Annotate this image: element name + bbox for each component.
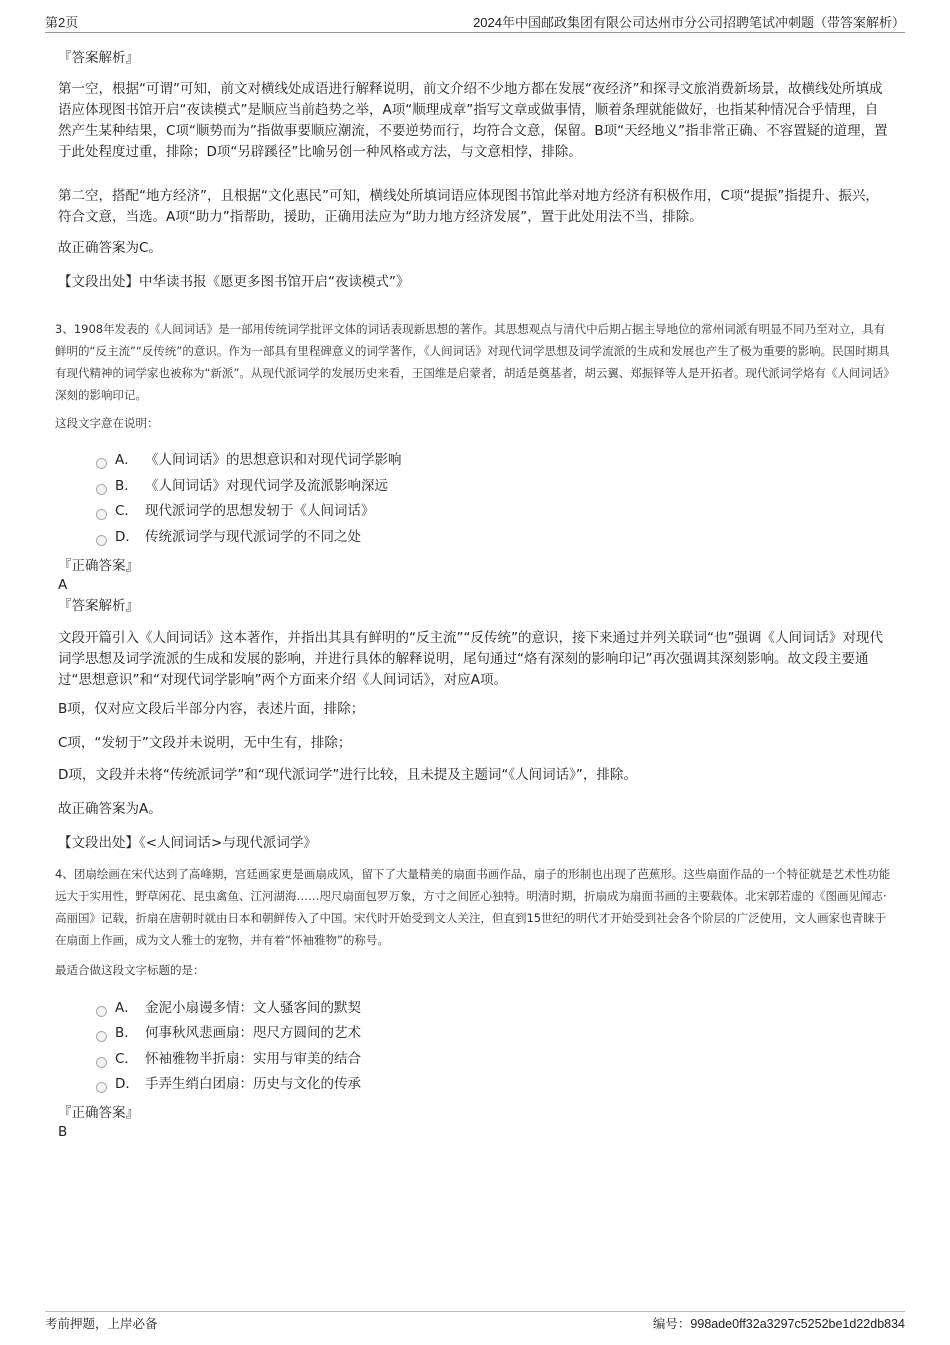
- option-text: 怀袖雅物半折扇：实用与审美的结合: [145, 1051, 361, 1067]
- option-letter: C．: [115, 1051, 138, 1067]
- question-prompt: 最适合做这段文字标题的是：: [55, 963, 205, 977]
- question-prompt: 这段文字意在说明：: [55, 416, 159, 430]
- page-number: 第2页: [45, 15, 79, 30]
- document-title: 2024年中国邮政集团有限公司达州市分公司招聘笔试冲刺题（带答案解析）: [473, 15, 905, 30]
- option-letter: C．: [115, 503, 138, 519]
- option-text: 传统派词学与现代派词学的不同之处: [145, 529, 361, 545]
- analysis-paragraph: 第一空，根据“可谓”可知，前文对横线处成语进行解释说明，前文介绍不少地方都在发展“夜经济”和探寻文旅消费新场景，故横线处所填成语应体现图书馆开启“夜读模式”是顺应当前趋势之举，A项“顺理成章”指写文章或做事情，顺着条理就能做好，也指某种情况合乎情理，自然产生某种结果，C项“顺势而为”指做事要顺应潮流，不要逆势而行，均符合文意，保留。B项“天经地义”指非常正确、不容置疑的道理，置于此处程度过重，排除；D项“另辟蹊径”比喻另创一种风格或方法，与文意相悖，排除。: [58, 81, 888, 160]
- option-letter: D．: [115, 1076, 139, 1092]
- option-text: 手弄生绡白团扇：历史与文化的传承: [145, 1076, 361, 1092]
- source-citation: 【文段出处】《<人间词话>与现代派词学》: [58, 835, 317, 851]
- answer-label: 『正确答案』: [58, 558, 139, 574]
- question-text: 3、1908年发表的《人间词话》是一部用传统词学批评文体的词话表现新思想的著作。其思想观点与清代中后期占据主导地位的常州词派有明显不同乃至对立，具有鲜明的“反主流”“反传统”的意识。作为一部具有里程碑意义的词学著作，《人间词话》对现代词学思想及词学流派的生成和发展也产生了极为重要的影响。民国时期具有现代精神的词学家也被称为“新派”。从现代派词学的发展历史来看，王国维是启蒙者，胡适是奠基者，胡云翼、郑振铎等人是开拓者。现代派词学烙有《人间词话》深刻的影响印记。: [55, 322, 895, 402]
- option-letter: D．: [115, 529, 139, 545]
- radio-button[interactable]: [96, 1082, 107, 1093]
- answer-value: A: [58, 577, 68, 593]
- footer-divider: [45, 1311, 905, 1312]
- analysis-label: 『答案解析』: [58, 50, 139, 66]
- analysis-paragraph: 文段开篇引入《人间词话》这本著作，并指出其具有鲜明的“反主流”“反传统”的意识，接下来通过并列关联词“也”强调《人间词话》对现代词学思想及词学流派的生成和发展的影响，并进行具体的解释说明，尾句通过“烙有深刻的影响印记”再次强调其深刻影响。故文段主要通过“思想意识”和“对现代词学影响”两个方面来介绍《人间词话》，对应A项。: [58, 630, 883, 688]
- analysis-paragraph: C项，“发轫于”文段并未说明，无中生有，排除；: [58, 735, 352, 751]
- option-b[interactable]: [96, 1022, 361, 1044]
- header-divider: [45, 32, 905, 33]
- option-letter: A．: [115, 1000, 138, 1016]
- option-b[interactable]: [96, 475, 388, 497]
- option-text: 现代派词学的思想发轫于《人间词话》: [145, 503, 375, 519]
- analysis-paragraph: B项，仅对应文段后半部分内容，表述片面，排除；: [58, 701, 365, 717]
- document-id: 编号：998ade0ff32a3297c5252be1d22db834: [652, 1317, 905, 1331]
- option-d[interactable]: [96, 526, 361, 548]
- radio-button[interactable]: [96, 1031, 107, 1042]
- radio-button[interactable]: [96, 458, 107, 469]
- option-a[interactable]: [96, 449, 402, 471]
- answer-value: B: [58, 1124, 68, 1140]
- footer-slogan: 考前押题，上岸必备: [45, 1317, 158, 1331]
- option-text: 《人间词话》对现代词学及流派影响深远: [145, 478, 388, 494]
- option-c[interactable]: [96, 500, 375, 522]
- option-letter: B．: [115, 1025, 138, 1041]
- answer-label: 『正确答案』: [58, 1105, 139, 1121]
- analysis-paragraph: 第二空，搭配“地方经济”，且根据“文化惠民”可知，横线处所填词语应体现图书馆此举对地方经济有积极作用，C项“提振”指提升、振兴，符合文意，当选。A项“助力”指帮助，援助，正确用法应为“助力地方经济发展”，置于此处用法不当，排除。: [58, 188, 879, 225]
- radio-button[interactable]: [96, 484, 107, 495]
- analysis-conclusion: 故正确答案为A。: [58, 801, 162, 817]
- question-text: 4、团扇绘画在宋代达到了高峰期，宫廷画家更是画扇成风，留下了大量精美的扇面书画作品，扇子的形制也出现了芭蕉形。这些扇面作品的一个特征就是艺术性功能远大于实用性，野草闲花、昆虫禽鱼、江河湖海……咫尺扇面包罗万象，方寸之间匠心独特。明清时期，折扇成为扇面书画的主要载体。北宋郭若虚的《图画见闻志·高丽国》记载，折扇在唐朝时就由日本和朝鲜传入了中国。宋代时开始受到文人关注，但直到15世纪的明代才开始受到社会各个阶层的广泛使用，文人画家也青睐于在扇面上作画，成为文人雅士的宠物，并有着“怀袖雅物”的称号。: [55, 867, 891, 947]
- radio-button[interactable]: [96, 1057, 107, 1068]
- radio-button[interactable]: [96, 509, 107, 520]
- option-letter: B．: [115, 478, 138, 494]
- radio-button[interactable]: [96, 535, 107, 546]
- option-text: 金泥小扇谩多情：文人骚客间的默契: [145, 1000, 361, 1016]
- analysis-conclusion: 故正确答案为C。: [58, 240, 162, 256]
- analysis-paragraph: D项，文段并未将“传统派词学”和“现代派词学”进行比较，且未提及主题词“《人间词话》”，排除。: [58, 767, 637, 783]
- option-letter: A．: [115, 452, 138, 468]
- option-a[interactable]: [96, 997, 361, 1019]
- option-c[interactable]: [96, 1048, 361, 1070]
- option-text: 何事秋风悲画扇：咫尺方圆间的艺术: [145, 1025, 361, 1041]
- source-citation: 【文段出处】中华读书报《愿更多图书馆开启“夜读模式”》: [58, 274, 410, 290]
- option-d[interactable]: [96, 1073, 361, 1095]
- analysis-label: 『答案解析』: [58, 598, 139, 614]
- option-text: 《人间词话》的思想意识和对现代词学影响: [145, 452, 402, 468]
- radio-button[interactable]: [96, 1006, 107, 1017]
